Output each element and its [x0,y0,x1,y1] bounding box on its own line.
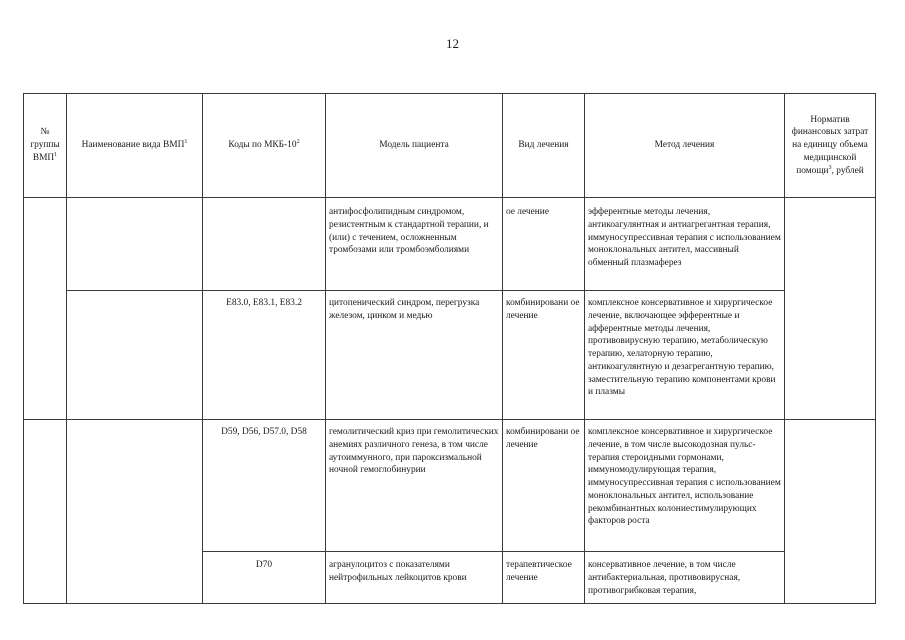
table-row [24,420,876,552]
table-row [24,291,876,420]
header-norm [785,94,876,198]
header-treatment-method: Метод лечения [585,94,785,198]
cell-treatment-method: эфферентные методы лечения, антикоагулянтная и антиагрегантная терапия, иммуносупрессивная терапия с использованием моноклональных антител, массивный обменный плазмаферез [585,198,785,291]
cell-group-no [24,420,67,604]
cell-codes: D59, D56, D57.0, D58 [203,420,326,552]
header-group-no-text: № группы ВМП [30,127,60,163]
cell-norm [785,420,876,604]
cell-patient-model: гемолитический криз при гемолитических анемиях различного генеза, в том числе аутоиммунного, при пароксизмальной ночной гемоглобинурии [326,420,503,552]
header-vmp-name [67,94,203,198]
cell-group-no [24,198,67,420]
cell-treatment-type: терапевтическое лечение [503,552,585,604]
footnote-mark: 2 [296,138,300,145]
header-treatment-type: Вид лечения [503,94,585,198]
page-number: 12 [446,36,459,51]
header-norm-text: Норматив финансовых затрат на единицу объема медицинской помощи [791,114,869,176]
cell-norm [785,198,876,420]
footnote-mark: 1 [54,151,58,158]
footnote-mark: 3 [828,164,832,171]
cell-treatment-type: ое лечение [503,198,585,291]
cell-patient-model: агранулоцитоз с показателями нейтрофильных лейкоцитов крови [326,552,503,604]
cell-vmp-name [67,420,203,604]
cell-treatment-type: комбинировани ое лечение [503,420,585,552]
header-norm-tail: , рублей [831,165,864,176]
cell-treatment-method: комплексное консервативное и хирургическое лечение, включающее эфферентные и афферентные методы лечения, противовирусную терапию, метаболическую терапию, хелаторную терапию, антикоагулянтную и дезагрегантную терапию, заместительную терапию компонентами крови и плазмы [585,291,785,420]
table-row [24,198,876,291]
cell-codes: D70 [203,552,326,604]
cell-codes [203,198,326,291]
header-row [24,94,876,198]
cell-patient-model: антифосфолипидным синдромом, резистентным к стандартной терапии, и (или) с течением, осложненным тромбозами или тромбоэмболиями [326,198,503,291]
cell-codes: E83.0, E83.1, E83.2 [203,291,326,420]
header-patient-model: Модель пациента [326,94,503,198]
header-icd-codes-text: Коды по МКБ-10 [228,140,297,151]
cell-vmp-name [67,198,203,291]
vmp-table [23,93,876,604]
cell-treatment-method: консервативное лечение, в том числе антибактериальная, противовирусная, противогрибковая терапия, [585,552,785,604]
cell-patient-model: цитопенический синдром, перегрузка железом, цинком и медью [326,291,503,420]
cell-treatment-type: комбинировани ое лечение [503,291,585,420]
header-icd-codes [203,94,326,198]
header-group-no [24,94,67,198]
cell-treatment-method: комплексное консервативное и хирургическое лечение, в том числе высокодозная пульс-терапия стероидными гормонами, иммуномодулирующая терапия, иммуносупрессивная терапия с использованием моноклональных антител, использование рекомбинантных колониестимулирующих факторов роста [585,420,785,552]
footnote-mark: 1 [184,138,188,145]
cell-vmp-name [67,291,203,420]
header-vmp-name-text: Наименование вида ВМП [81,140,185,151]
